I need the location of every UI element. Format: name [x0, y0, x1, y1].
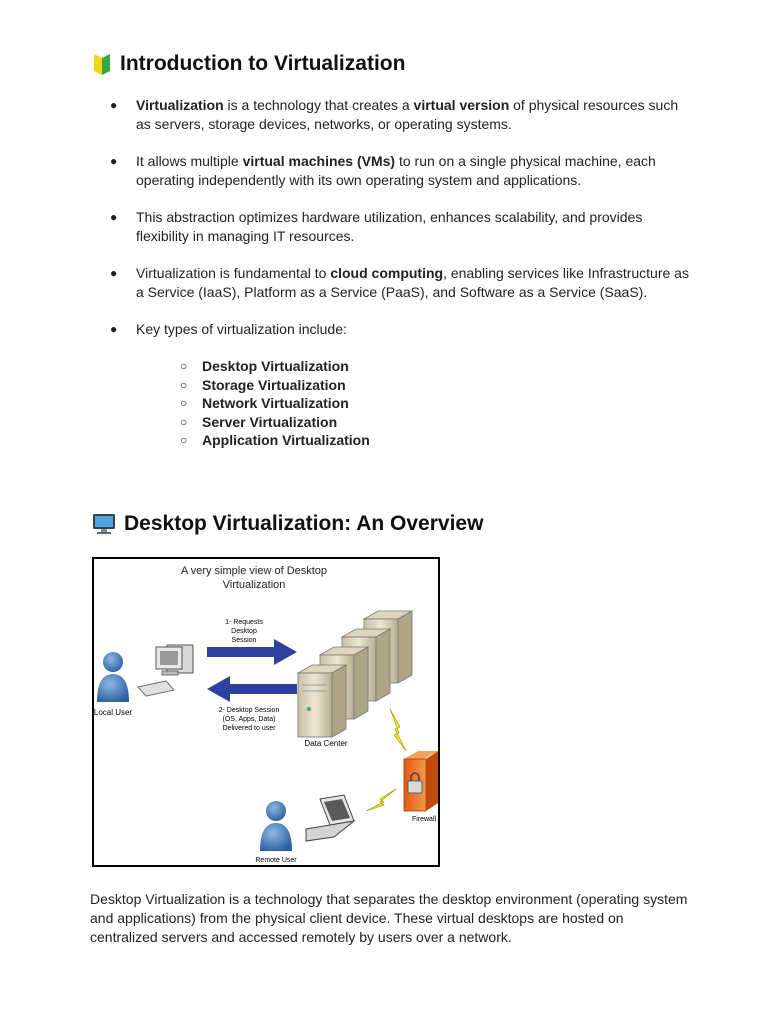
firewall-label: Firewall: [411, 816, 437, 823]
deliver-arrow-icon: [207, 676, 297, 702]
virtualization-types-list: [136, 357, 690, 450]
desktop-virtualization-paragraph: Desktop Virtualization is a technology that separates the desktop environment (operating system and applications) from the physical client device. These virtual desktops are hosted on centralized servers and accessed remotely by users over a network.: [90, 891, 688, 945]
desktop-computer-icon: [92, 513, 116, 535]
connection-bolt-icon: [390, 709, 406, 751]
deliver-label: 2- Desktop Session: [218, 707, 280, 714]
list-item: ○ Application Virtualization: [180, 431, 690, 450]
list-item: ● Virtualization is a technology that creates a virtual version of physical resources such as servers, storage devices, networks, or operating systems.: [110, 96, 690, 134]
heading-desktop-virtualization: [92, 512, 483, 536]
connection-bolt-icon: [366, 789, 396, 811]
local-user-label: Local User: [94, 708, 133, 717]
deliver-label: (OS, Apps, Data): [222, 716, 276, 723]
remote-user-icon: [260, 801, 292, 851]
beginner-symbol-icon: [92, 52, 112, 76]
heading-text: Desktop Virtualization: An Overview: [124, 512, 484, 535]
desktop-computer-icon: [138, 645, 193, 696]
diagram-title: A very simple view of Desktop: [180, 565, 328, 577]
list-item: ○ Server Virtualization: [180, 413, 690, 432]
list-item: ● This abstraction optimizes hardware utilization, enhances scalability, and provides flexibility in managing IT resources.: [110, 208, 690, 246]
request-label: Desktop: [231, 628, 257, 635]
desktop-virtualization-diagram: [92, 557, 440, 867]
heading-text: Introduction to Virtualization: [120, 52, 406, 75]
data-center-label: Data Center: [304, 739, 348, 748]
request-label: 1- Requests: [225, 619, 263, 626]
diagram-title: Virtualization: [222, 579, 286, 591]
list-item: ● Key types of virtualization include: ○ Desktop Virtualization ○ Storage Virtualization ○ Network Virtualization ○ Server Virtualization ○ Application Virtualization: [110, 320, 690, 450]
list-item: ○ Storage Virtualization: [180, 376, 690, 395]
intro-bullet-list: [110, 96, 690, 468]
firewall-lock-icon: [404, 751, 438, 811]
request-label: Session: [231, 637, 257, 644]
remote-user-label: Remote User: [255, 857, 297, 864]
list-item: ○ Network Virtualization: [180, 394, 690, 413]
laptop-icon: [306, 795, 354, 841]
heading-introduction: [92, 52, 405, 76]
list-item: ● It allows multiple virtual machines (VMs) to run on a single physical machine, each operating independently with its own operating system and applications.: [110, 152, 690, 190]
deliver-label: Delivered to user: [222, 725, 276, 732]
local-user-icon: [97, 652, 129, 702]
list-item: ● Virtualization is fundamental to cloud computing, enabling services like Infrastructure as a Service (IaaS), Platform as a Service (PaaS), and Software as a Service (SaaS).: [110, 264, 690, 302]
list-item: ○ Desktop Virtualization: [180, 357, 690, 376]
